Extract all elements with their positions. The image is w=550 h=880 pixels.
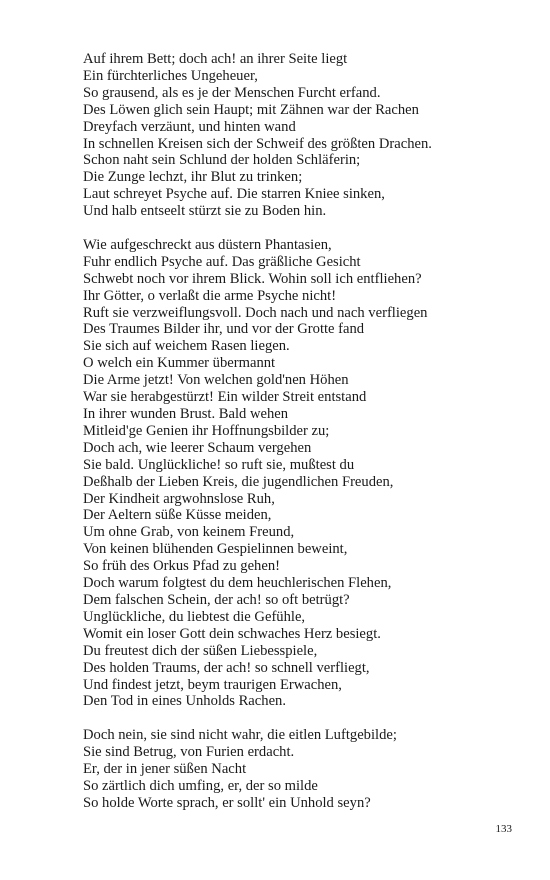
poem-line: Des Löwen glich sein Haupt; mit Zähnen war der Rachen	[83, 101, 419, 118]
poem-line: Sie sind Betrug, von Furien erdacht.	[83, 744, 295, 761]
poem-line: So früh des Orkus Pfad zu gehen!	[83, 558, 280, 575]
poem-line: Du freutest dich der süßen Liebesspiele,	[83, 642, 318, 659]
poem-line: Er, der in jener süßen Nacht	[83, 761, 247, 778]
poem-line: Des holden Traums, der ach! so schnell verfliegt,	[83, 659, 370, 676]
poem-line: Doch nein, sie sind nicht wahr, die eitlen Luftgebilde;	[83, 727, 397, 744]
poem-line: Von keinen blühenden Gespielinnen beweint,	[83, 541, 348, 558]
poem-line: O welch ein Kummer übermannt	[83, 355, 276, 372]
poem-line: Dreyfach verzäunt, und hinten wand	[83, 118, 296, 135]
poem-line: Womit ein loser Gott dein schwaches Herz besiegt.	[83, 625, 381, 642]
poem-line: Mitleid'ge Genien ihr Hoffnungsbilder zu;	[83, 422, 330, 439]
poem-line: Ruft sie verzweiflungsvoll. Doch nach und nach verfliegen	[83, 304, 428, 321]
poem-line: In ihrer wunden Brust. Bald wehen	[83, 406, 289, 423]
poem-line: Den Tod in eines Unholds Rachen.	[83, 693, 286, 710]
poem-line: Wie aufgeschreckt aus düstern Phantasien,	[83, 236, 332, 253]
poem-line: In schnellen Kreisen sich der Schweif des größten Drachen.	[83, 135, 432, 152]
poem-line: Die Arme jetzt! Von welchen gold'nen Höhen	[83, 372, 349, 389]
poem-line: Auf ihrem Bett; doch ach! an ihrer Seite liegt	[83, 51, 348, 67]
poem-line: Sie bald. Unglückliche! so ruft sie, mußtest du	[83, 456, 355, 473]
poem-text	[83, 51, 523, 829]
poem-line: Ein fürchterliches Ungeheuer,	[83, 67, 258, 84]
poem-line: Laut schreyet Psyche auf. Die starren Kniee sinken,	[83, 186, 385, 203]
poem-line: Dem falschen Schein, der ach! so oft betrügt?	[83, 591, 350, 608]
poem-line: War sie herabgestürzt! Ein wilder Streit entstand	[83, 389, 367, 406]
poem-line: Um ohne Grab, von keinem Freund,	[83, 524, 295, 541]
stanza-3	[83, 727, 523, 812]
poem-line: Schon naht sein Schlund der holden Schläferin;	[83, 152, 361, 169]
poem-line: Des Traumes Bilder ihr, und vor der Grotte fand	[83, 321, 365, 338]
poem-line: Und halb entseelt stürzt sie zu Boden hin.	[83, 203, 327, 220]
poem-line: Sie sich auf weichem Rasen liegen.	[83, 338, 290, 355]
poem-line: Schwebt noch vor ihrem Blick. Wohin soll ich entfliehen?	[83, 270, 422, 287]
stanza-2	[83, 237, 523, 710]
poem-line: Der Aeltern süße Küsse meiden,	[83, 507, 272, 524]
poem-line: So holde Worte sprach, er sollt' ein Unhold seyn?	[83, 794, 371, 811]
poem-line: Die Zunge lechzt, ihr Blut zu trinken;	[83, 169, 303, 186]
poem-line: Deßhalb der Lieben Kreis, die jugendlichen Freuden,	[83, 473, 394, 490]
poem-line: Unglückliche, du liebtest die Gefühle,	[83, 608, 306, 625]
stanza-1	[83, 51, 523, 220]
poem-line: Ihr Götter, o verlaßt die arme Psyche nicht!	[83, 287, 337, 304]
poem-line: So grausend, als es je der Menschen Furcht erfand.	[83, 84, 381, 101]
poem-line: Doch warum folgtest du dem heuchlerischen Flehen,	[83, 575, 392, 592]
poem-line: Und findest jetzt, beym traurigen Erwachen,	[83, 676, 342, 693]
poem-line: Der Kindheit argwohnslose Ruh,	[83, 490, 275, 507]
poem-line: Doch ach, wie leerer Schaum vergehen	[83, 439, 312, 456]
poem-line: So zärtlich dich umfing, er, der so milde	[83, 777, 318, 794]
page-number: 133	[495, 823, 512, 835]
poem-line: Fuhr endlich Psyche auf. Das gräßliche Gesicht	[83, 253, 361, 270]
